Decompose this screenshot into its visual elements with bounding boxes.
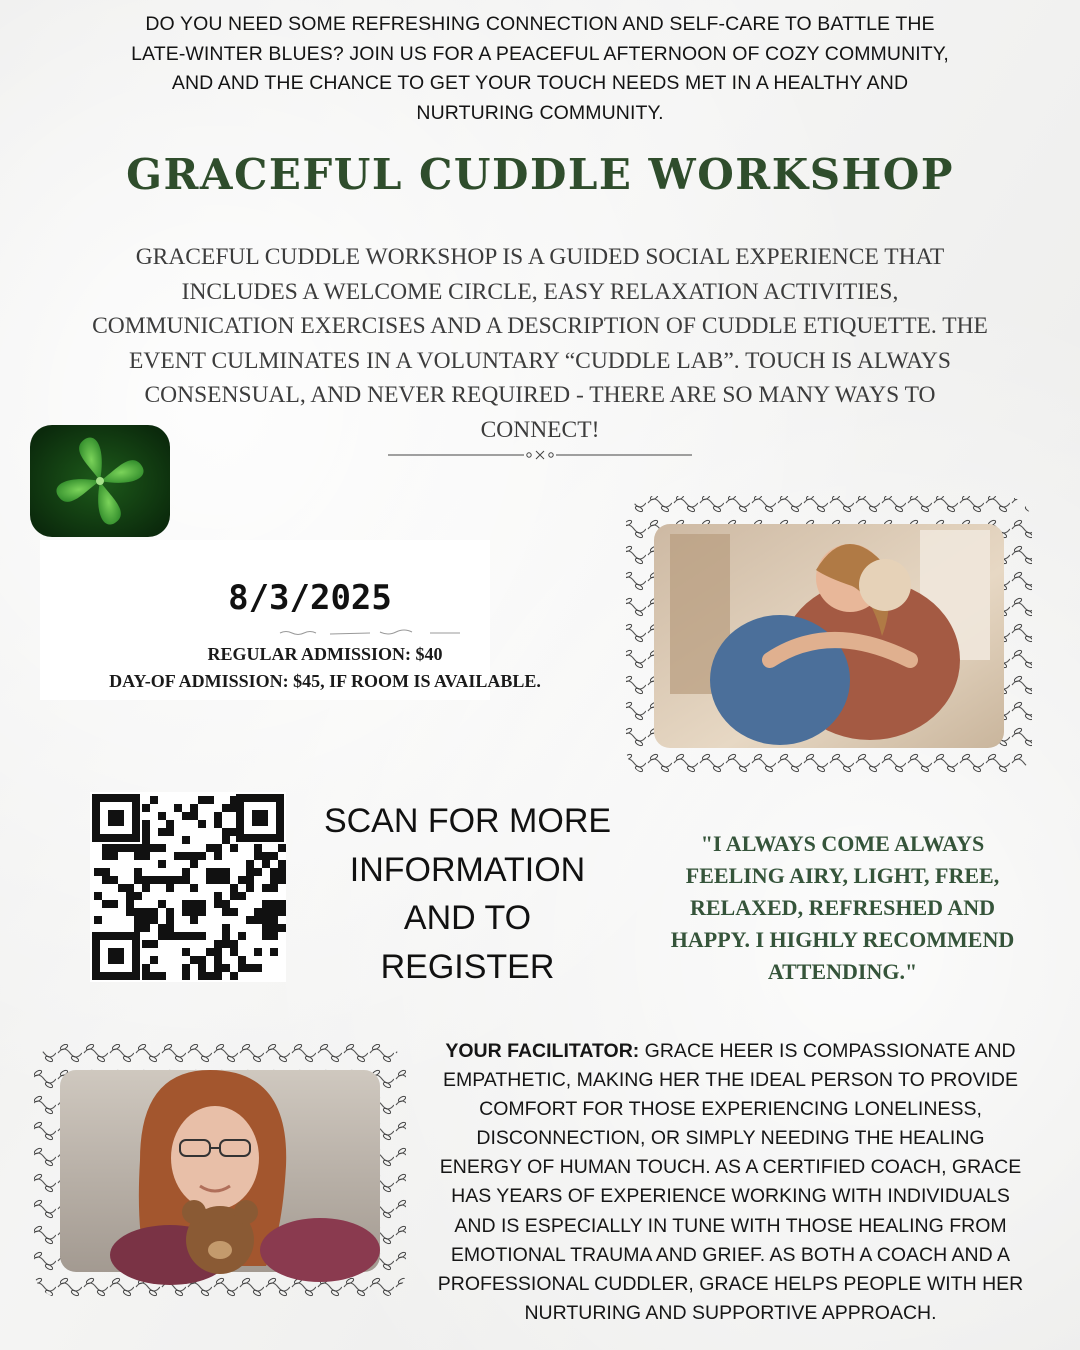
qr-module	[214, 812, 222, 820]
qr-module	[238, 964, 246, 972]
qr-module	[166, 876, 174, 884]
ornament-divider	[388, 449, 692, 461]
qr-module	[150, 844, 158, 852]
qr-module	[158, 900, 166, 908]
qr-module	[246, 884, 254, 892]
qr-module	[214, 964, 222, 972]
qr-module	[262, 884, 270, 892]
admission-info	[60, 641, 590, 695]
bio-line: DISCONNECTION, OR SIMPLY NEEDING THE HEALING	[476, 1127, 985, 1150]
qr-module	[230, 940, 238, 948]
qr-module	[182, 868, 190, 876]
qr-module	[118, 844, 126, 852]
qr-module	[158, 924, 166, 932]
qr-module	[182, 876, 190, 884]
qr-module	[206, 868, 214, 876]
qr-module	[182, 948, 190, 956]
qr-module	[150, 972, 158, 980]
qr-module	[142, 916, 150, 924]
qr-module	[198, 900, 206, 908]
qr-module	[214, 940, 222, 948]
qr-module	[222, 964, 230, 972]
qr-module	[262, 852, 270, 860]
qr-module	[110, 900, 118, 908]
bio-line: GRACE HEER IS COMPASSIONATE AND	[639, 1040, 1016, 1062]
qr-module	[142, 852, 150, 860]
scan-line: AND TO	[403, 899, 532, 937]
page-title: GRACEFUL CUDDLE WORKSHOP	[126, 150, 954, 199]
qr-module	[126, 900, 134, 908]
qr-module	[166, 924, 174, 932]
qr-module	[214, 948, 222, 956]
qr-module	[222, 804, 230, 812]
qr-module	[214, 820, 222, 828]
intro-line: LATE-WINTER BLUES? JOIN US FOR A PEACEFUL AFTERNOON OF COZY COMMUNITY,	[131, 42, 949, 65]
testimonial-quote	[650, 828, 1035, 988]
description-line: COMMUNICATION EXERCISES AND A DESCRIPTION OF CUDDLE ETIQUETTE. THE	[92, 313, 988, 339]
qr-module	[158, 860, 166, 868]
qr-module	[166, 916, 174, 924]
qr-module	[134, 876, 142, 884]
qr-module	[134, 852, 142, 860]
qr-module	[278, 876, 286, 884]
qr-module	[278, 908, 286, 916]
qr-module	[254, 964, 262, 972]
bio-line: NURTURING AND SUPPORTIVE APPROACH.	[524, 1301, 937, 1324]
qr-module	[270, 948, 278, 956]
qr-module	[246, 860, 254, 868]
qr-module	[142, 908, 150, 916]
bio-line: COMFORT FOR THOSE EXPERIENCING LONELINESS,	[479, 1098, 982, 1121]
qr-module	[142, 828, 150, 836]
bio-line-first	[408, 1037, 1053, 1066]
qr-module	[222, 908, 230, 916]
qr-module	[222, 836, 230, 844]
qr-module	[214, 956, 222, 964]
qr-module	[222, 868, 230, 876]
qr-module	[182, 852, 190, 860]
qr-module	[150, 876, 158, 884]
bio-line: AND IS ESPECIALLY IN TUNE WITH THOSE HEALING FROM	[454, 1214, 1007, 1237]
qr-code-icon[interactable]	[90, 792, 286, 982]
qr-module	[102, 868, 110, 876]
qr-module	[190, 932, 198, 940]
qr-module	[222, 876, 230, 884]
intro-text	[60, 10, 1020, 128]
qr-module	[190, 860, 198, 868]
qr-module	[142, 924, 150, 932]
qr-module	[254, 844, 262, 852]
qr-module	[134, 844, 142, 852]
qr-module	[158, 812, 166, 820]
qr-module	[270, 876, 278, 884]
bio-line: HAS YEARS OF EXPERIENCE WORKING WITH INDIVIDUALS	[451, 1185, 1010, 1208]
qr-module	[174, 876, 182, 884]
qr-module	[206, 972, 214, 980]
qr-module	[270, 908, 278, 916]
qr-module	[214, 972, 222, 980]
qr-module	[230, 948, 238, 956]
qr-module	[190, 884, 198, 892]
qr-module	[262, 932, 270, 940]
qr-module	[166, 820, 174, 828]
description-line: INCLUDES A WELCOME CIRCLE, EASY RELAXATION ACTIVITIES,	[181, 278, 899, 305]
qr-module	[214, 876, 222, 884]
quote-line: FEELING AIRY, LIGHT, FREE,	[685, 863, 1000, 888]
qr-module	[198, 908, 206, 916]
qr-module	[214, 892, 222, 900]
qr-module	[174, 804, 182, 812]
description-line: CONSENSUAL, AND NEVER REQUIRED - THERE ARE SO MANY WAYS TO	[144, 382, 936, 408]
qr-module	[182, 932, 190, 940]
qr-module	[278, 900, 286, 908]
qr-module	[222, 828, 230, 836]
day-of-admission: DAY-OF ADMISSION: $45, IF ROOM IS AVAILABLE.	[109, 671, 541, 691]
qr-module	[126, 908, 134, 916]
quote-line: HAPPY. I HIGHLY RECOMMEND	[670, 927, 1015, 952]
facilitator-label: YOUR FACILITATOR:	[445, 1040, 640, 1062]
qr-module	[190, 812, 198, 820]
qr-module	[214, 844, 222, 852]
qr-module	[206, 876, 214, 884]
qr-module	[182, 812, 190, 820]
qr-module	[158, 932, 166, 940]
quote-line: "I ALWAYS COME ALWAYS	[700, 831, 985, 856]
workshop-description	[70, 240, 1010, 447]
qr-module	[126, 892, 134, 900]
qr-module	[206, 948, 214, 956]
qr-module	[182, 908, 190, 916]
qr-module	[190, 900, 198, 908]
qr-module	[270, 868, 278, 876]
qr-module	[222, 932, 230, 940]
qr-module	[150, 908, 158, 916]
qr-module	[254, 908, 262, 916]
qr-module	[158, 876, 166, 884]
qr-module	[278, 844, 286, 852]
facilitator-photo-frame	[30, 1040, 410, 1302]
qr-module	[270, 916, 278, 924]
qr-module	[246, 876, 254, 884]
qr-module	[190, 852, 198, 860]
qr-module	[150, 940, 158, 948]
qr-module	[198, 796, 206, 804]
qr-module	[142, 972, 150, 980]
qr-module	[254, 852, 262, 860]
qr-module	[270, 932, 278, 940]
scan-line: SCAN FOR MORE	[323, 802, 612, 840]
qr-module	[94, 916, 102, 924]
regular-admission: REGULAR ADMISSION: $40	[207, 644, 443, 664]
qr-module	[214, 852, 222, 860]
qr-module	[182, 836, 190, 844]
qr-module	[142, 820, 150, 828]
qr-module	[94, 868, 102, 876]
qr-module	[246, 868, 254, 876]
qr-module	[158, 828, 166, 836]
scan-instructions	[305, 797, 630, 991]
qr-module	[206, 796, 214, 804]
qr-module	[262, 916, 270, 924]
qr-module	[142, 876, 150, 884]
qr-module	[134, 868, 142, 876]
bio-line: ENERGY OF HUMAN TOUCH. AS A CERTIFIED COACH, GRACE	[439, 1156, 1022, 1179]
qr-module	[222, 940, 230, 948]
description-line: CONNECT!	[480, 416, 600, 443]
bio-line: PROFESSIONAL CUDDLER, GRACE HELPS PEOPLE WITH HER	[437, 1272, 1024, 1295]
four-leaf-clover-icon	[30, 425, 170, 537]
qr-module	[174, 932, 182, 940]
qr-module	[134, 916, 142, 924]
qr-module	[190, 908, 198, 916]
qr-module	[142, 836, 150, 844]
qr-module	[278, 868, 286, 876]
qr-module	[198, 820, 206, 828]
qr-module	[102, 900, 110, 908]
qr-module	[270, 884, 278, 892]
qr-module	[270, 852, 278, 860]
qr-module	[254, 916, 262, 924]
qr-module	[190, 804, 198, 812]
qr-module	[118, 884, 126, 892]
qr-module	[230, 972, 238, 980]
bio-line: EMPATHETIC, MAKING HER THE IDEAL PERSON TO PROVIDE	[443, 1069, 1018, 1092]
scan-line: REGISTER	[380, 947, 555, 986]
facilitator-bio	[408, 1037, 1053, 1328]
qr-module	[166, 932, 174, 940]
event-date: 8/3/2025	[228, 578, 392, 618]
qr-module	[102, 876, 110, 884]
qr-module	[230, 844, 238, 852]
qr-module	[222, 924, 230, 932]
qr-module	[150, 916, 158, 924]
qr-module	[134, 892, 142, 900]
qr-module	[198, 852, 206, 860]
qr-module	[110, 852, 118, 860]
qr-module	[102, 852, 110, 860]
intro-line: AND AND THE CHANCE TO GET YOUR TOUCH NEEDS MET IN A HEALTHY AND	[171, 72, 909, 94]
qr-module	[182, 964, 190, 972]
description-line: GRACEFUL CUDDLE WORKSHOP IS A GUIDED SOCIAL EXPERIENCE THAT	[135, 244, 945, 270]
qr-module	[174, 852, 182, 860]
qr-module	[262, 924, 270, 932]
qr-module	[142, 964, 150, 972]
intro-line: DO YOU NEED SOME REFRESHING CONNECTION AND SELF-CARE TO BATTLE THE	[145, 13, 935, 35]
qr-module	[238, 956, 246, 964]
qr-module	[142, 940, 150, 948]
qr-module	[230, 908, 238, 916]
qr-module	[278, 924, 286, 932]
qr-module	[262, 860, 270, 868]
qr-module	[214, 868, 222, 876]
qr-module	[270, 924, 278, 932]
qr-module	[142, 844, 150, 852]
qr-module	[94, 892, 102, 900]
qr-module	[110, 876, 118, 884]
qr-module	[262, 908, 270, 916]
qr-module	[246, 916, 254, 924]
qr-module	[166, 884, 174, 892]
qr-module	[110, 844, 118, 852]
qr-module	[238, 876, 246, 884]
qr-module	[246, 964, 254, 972]
quote-line: RELAXED, REFRESHED AND	[690, 895, 995, 920]
qr-module	[102, 844, 110, 852]
qr-module	[142, 804, 150, 812]
qr-module	[230, 892, 238, 900]
qr-module	[222, 900, 230, 908]
decorative-scribble	[270, 628, 470, 638]
qr-module	[198, 932, 206, 940]
qr-module	[158, 972, 166, 980]
qr-module	[270, 900, 278, 908]
qr-module	[206, 844, 214, 852]
qr-module	[166, 908, 174, 916]
qr-module	[134, 908, 142, 916]
qr-module	[142, 884, 150, 892]
description-line: EVENT CULMINATES IN A VOLUNTARY “CUDDLE LAB”. TOUCH IS ALWAYS	[129, 347, 951, 374]
qr-module	[126, 884, 134, 892]
qr-module	[150, 956, 158, 964]
qr-module	[190, 956, 198, 964]
qr-module	[278, 860, 286, 868]
hug-photo-frame	[620, 490, 1038, 782]
qr-module	[238, 892, 246, 900]
qr-module	[150, 796, 158, 804]
qr-module	[262, 900, 270, 908]
qr-module	[254, 948, 262, 956]
qr-module	[238, 932, 246, 940]
qr-module	[126, 844, 134, 852]
qr-module	[214, 900, 222, 908]
scan-line: INFORMATION	[349, 850, 586, 889]
qr-module	[134, 924, 142, 932]
bio-line: EMOTIONAL TRAUMA AND GRIEF. AS BOTH A COACH AND A	[450, 1243, 1011, 1266]
qr-module	[166, 828, 174, 836]
qr-module	[254, 868, 262, 876]
qr-module	[182, 900, 190, 908]
qr-module	[198, 964, 206, 972]
qr-module	[182, 972, 190, 980]
qr-module	[190, 916, 198, 924]
qr-module	[158, 844, 166, 852]
qr-module	[198, 956, 206, 964]
quote-line: ATTENDING."	[767, 959, 918, 984]
qr-module	[198, 972, 206, 980]
qr-module	[230, 884, 238, 892]
intro-line: NURTURING COMMUNITY.	[416, 101, 664, 124]
